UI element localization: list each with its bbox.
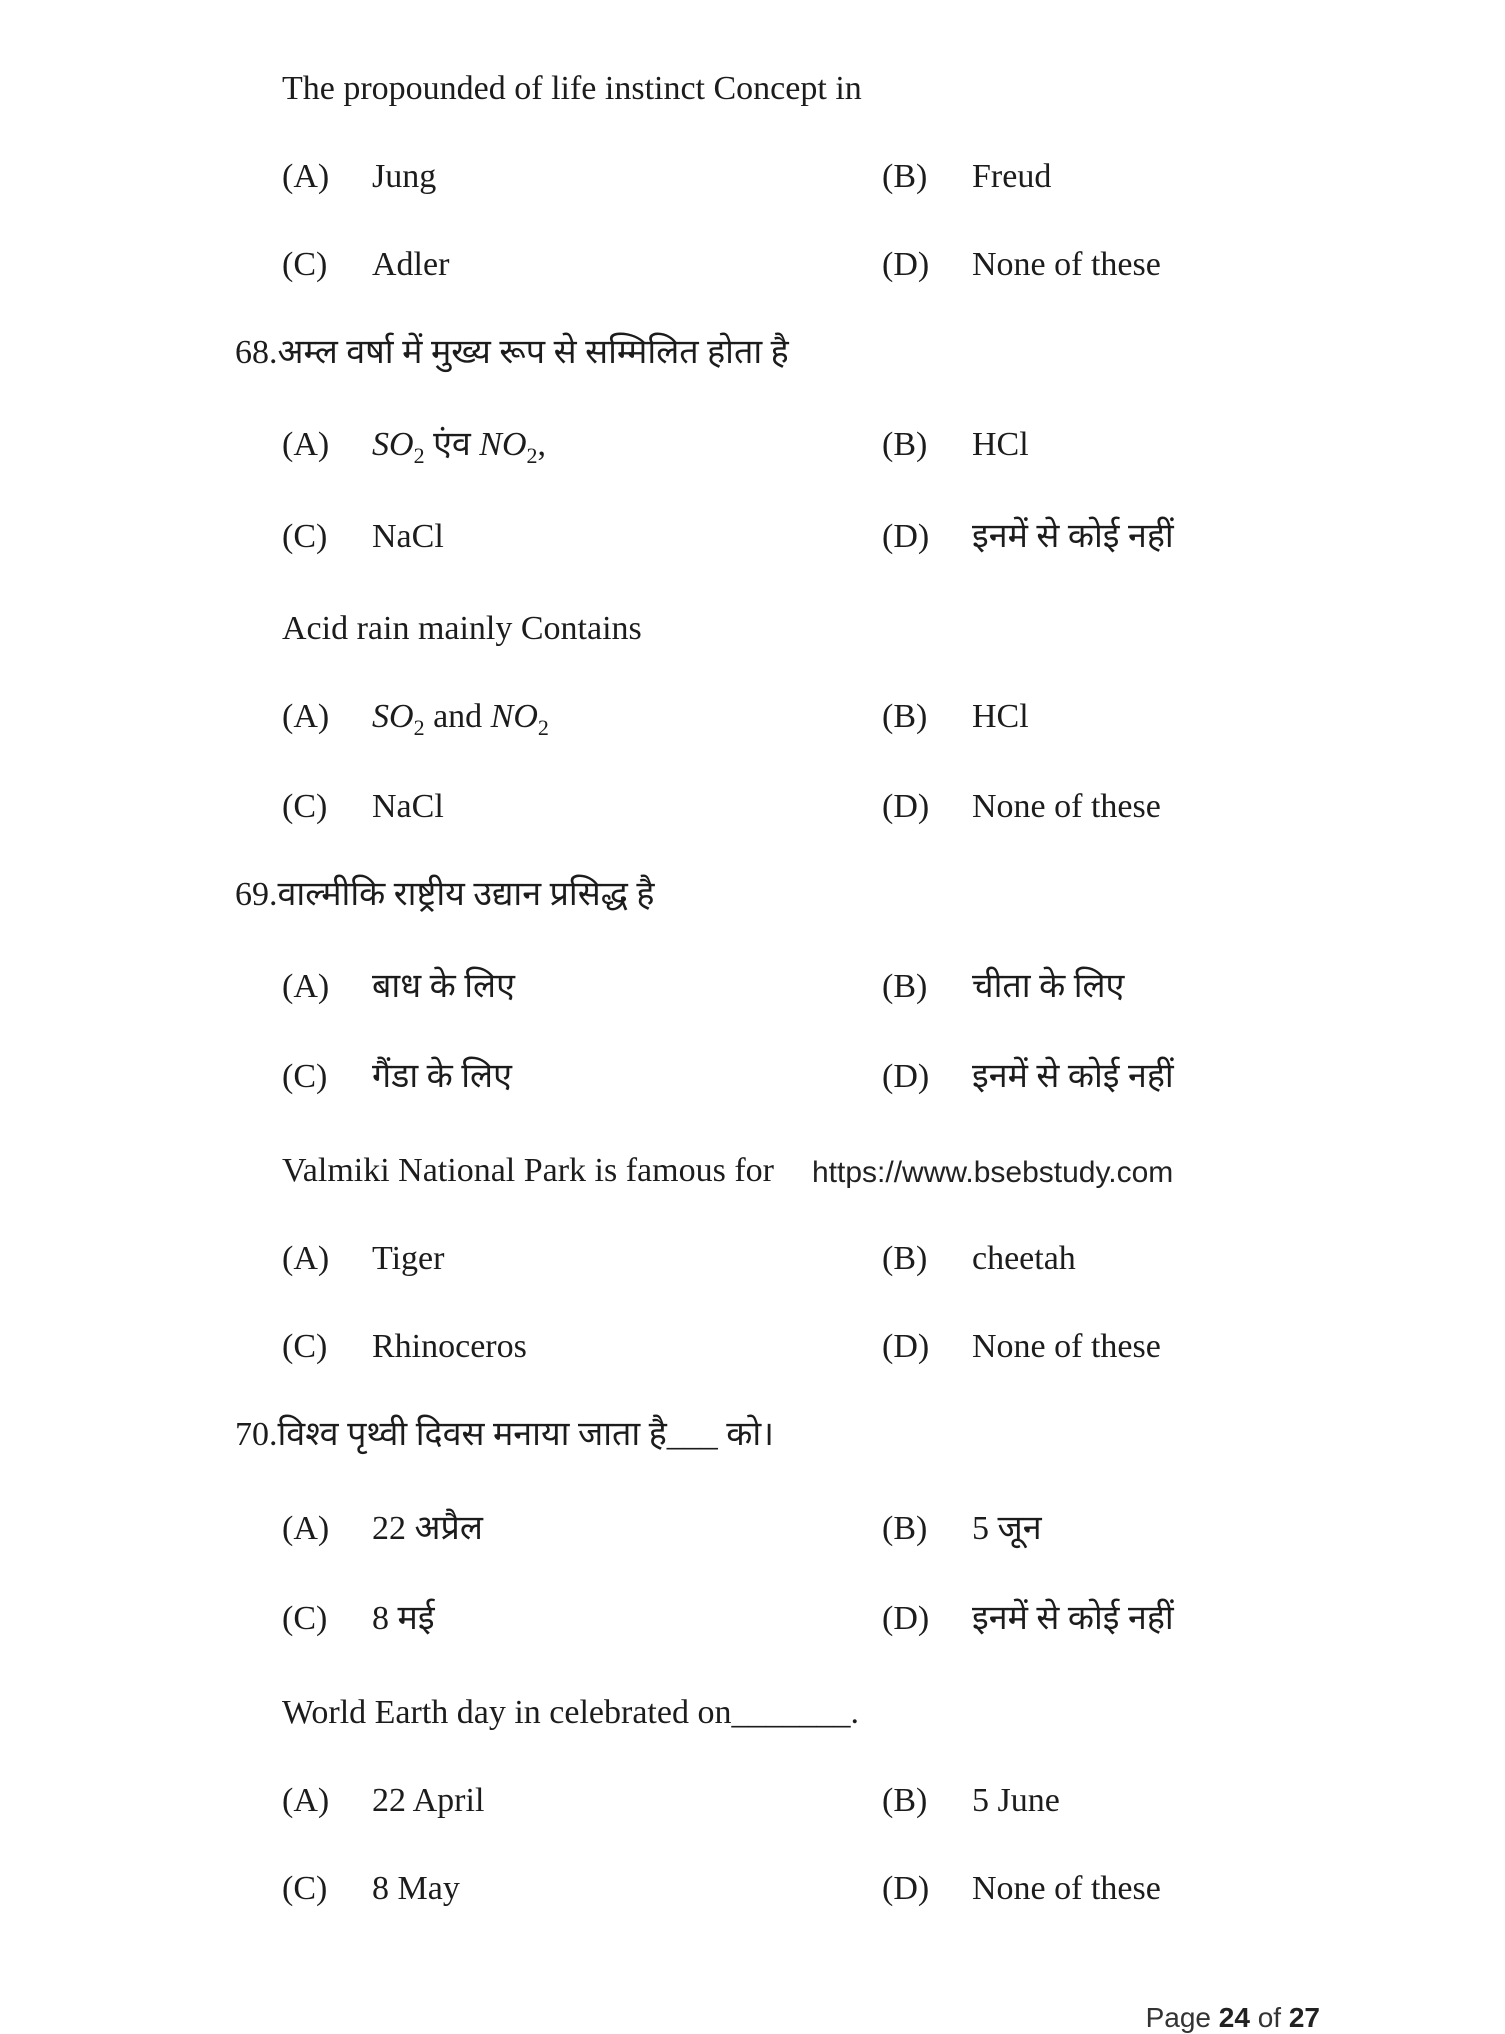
q70-en-opt-a-text: 22 April: [372, 1782, 485, 1819]
q68-hi-no2-sub: 2: [526, 442, 538, 468]
q69-hi-opt-d-letter: (D): [882, 1058, 930, 1095]
q67-en-opt-c-text: Adler: [372, 246, 450, 283]
q70-en-opt-d-letter: (D): [882, 1870, 930, 1907]
page-of: of: [1249, 2002, 1289, 2033]
q68-hi-so2-sub: 2: [413, 442, 425, 468]
q67-en-question: The propounded of life instinct Concept in: [282, 70, 862, 107]
q69-en-opt-a-text: Tiger: [372, 1240, 445, 1277]
q68-hi-tail: ,: [537, 426, 547, 463]
page-current: 24: [1218, 2002, 1250, 2033]
q68-en-opt-a-text: [372, 700, 549, 739]
watermark-url[interactable]: https://www.bsebstudy.com: [812, 1156, 1174, 1189]
q69-en-opt-d-letter: (D): [882, 1328, 930, 1365]
q70-en-opt-c-text: 8 May: [372, 1870, 460, 1907]
q68-en-opt-b-text: HCl: [972, 698, 1029, 735]
q68-en-opt-c-letter: (C): [282, 788, 328, 825]
page-number: [1146, 2004, 1320, 2032]
q69-en-question: Valmiki National Park is famous for: [282, 1152, 774, 1189]
q68-en-question: Acid rain mainly Contains: [282, 610, 642, 647]
q68-hi-so2: SO: [372, 426, 414, 463]
q68-hi-opt-d-text: इनमें से कोई नहीं: [972, 518, 1174, 555]
q70-en-opt-c-letter: (C): [282, 1870, 328, 1907]
q69-hi-opt-c-letter: (C): [282, 1058, 328, 1095]
q68-en-so2-sub: 2: [413, 714, 425, 740]
q70-hi-opt-b-letter: (B): [882, 1510, 928, 1547]
q70-en-opt-a-letter: (A): [282, 1782, 330, 1819]
q69-hi-question-text: वाल्मीकि राष्ट्रीय उद्यान प्रसिद्ध है: [277, 876, 655, 913]
q69-en-opt-a-letter: (A): [282, 1240, 330, 1277]
page-total: 27: [1288, 2002, 1320, 2033]
q69-hi-opt-b-letter: (B): [882, 968, 928, 1005]
q69-hi-opt-a-letter: (A): [282, 968, 330, 1005]
q68-hi-joiner: एंव: [424, 426, 480, 463]
q70-hi-opt-a-text: 22 अप्रैल: [372, 1510, 483, 1547]
q69-hi-opt-d-text: इनमें से कोई नहीं: [972, 1058, 1174, 1095]
q67-en-opt-b-text: Freud: [972, 158, 1052, 195]
q68-en-opt-a-letter: (A): [282, 698, 330, 735]
q70-hi-question: [235, 1418, 774, 1452]
q68-en-no2-sub: 2: [537, 714, 549, 740]
q70-hi-opt-c-text: 8 मई: [372, 1600, 435, 1637]
q68-en-opt-c-text: NaCl: [372, 788, 444, 825]
q68-en-opt-d-letter: (D): [882, 788, 930, 825]
q70-hi-opt-a-letter: (A): [282, 1510, 330, 1547]
q69-number: 69.: [235, 876, 278, 913]
q69-en-opt-d-text: None of these: [972, 1328, 1161, 1365]
q67-en-opt-d-text: None of these: [972, 246, 1161, 283]
q68-hi-question-text: अम्ल वर्षा में मुख्य रूप से सम्मिलित होता है: [277, 334, 789, 371]
q68-hi-opt-b-text: HCl: [972, 426, 1029, 463]
q68-en-no2: NO: [490, 698, 538, 735]
q70-hi-opt-c-letter: (C): [282, 1600, 328, 1637]
q68-hi-opt-d-letter: (D): [882, 518, 930, 555]
q69-en-opt-c-letter: (C): [282, 1328, 328, 1365]
q68-en-opt-d-text: None of these: [972, 788, 1161, 825]
q67-en-opt-a-text: Jung: [372, 158, 437, 195]
q68-en-opt-b-letter: (B): [882, 698, 928, 735]
q68-hi-opt-c-text: NaCl: [372, 518, 444, 555]
q70-en-opt-d-text: None of these: [972, 1870, 1161, 1907]
q67-en-opt-a-letter: (A): [282, 158, 330, 195]
q69-hi-question: [235, 878, 654, 912]
q68-hi-opt-c-letter: (C): [282, 518, 328, 555]
q69-en-opt-b-text: cheetah: [972, 1240, 1076, 1277]
q68-hi-opt-a-letter: (A): [282, 426, 330, 463]
q68-en-so2: SO: [372, 698, 414, 735]
q68-hi-question: [235, 336, 789, 370]
q70-en-opt-b-text: 5 June: [972, 1782, 1060, 1819]
q70-en-opt-b-letter: (B): [882, 1782, 928, 1819]
q69-hi-opt-a-text: बाध के लिए: [372, 968, 515, 1005]
q69-en-opt-b-letter: (B): [882, 1240, 928, 1277]
q70-hi-opt-d-text: इनमें से कोई नहीं: [972, 1600, 1174, 1637]
q69-hi-opt-b-text: चीता के लिए: [972, 968, 1125, 1005]
q70-hi-question-text: विश्व पृथ्वी दिवस मनाया जाता है___ को।: [277, 1416, 775, 1453]
q68-en-joiner: and: [424, 698, 491, 735]
q68-hi-opt-a-text: [372, 428, 546, 467]
q68-hi-opt-b-letter: (B): [882, 426, 928, 463]
q70-en-question: World Earth day in celebrated on_______.: [282, 1694, 859, 1731]
q69-hi-opt-c-text: गैंडा के लिए: [372, 1058, 512, 1095]
q67-en-opt-d-letter: (D): [882, 246, 930, 283]
q68-number: 68.: [235, 334, 278, 371]
q67-en-opt-c-letter: (C): [282, 246, 328, 283]
q70-hi-opt-d-letter: (D): [882, 1600, 930, 1637]
q70-hi-opt-b-text: 5 जून: [972, 1510, 1042, 1547]
q70-number: 70.: [235, 1416, 278, 1453]
q69-en-opt-c-text: Rhinoceros: [372, 1328, 527, 1365]
q67-en-opt-b-letter: (B): [882, 158, 928, 195]
page-prefix: Page: [1145, 2002, 1219, 2033]
q68-hi-no2: NO: [479, 426, 527, 463]
